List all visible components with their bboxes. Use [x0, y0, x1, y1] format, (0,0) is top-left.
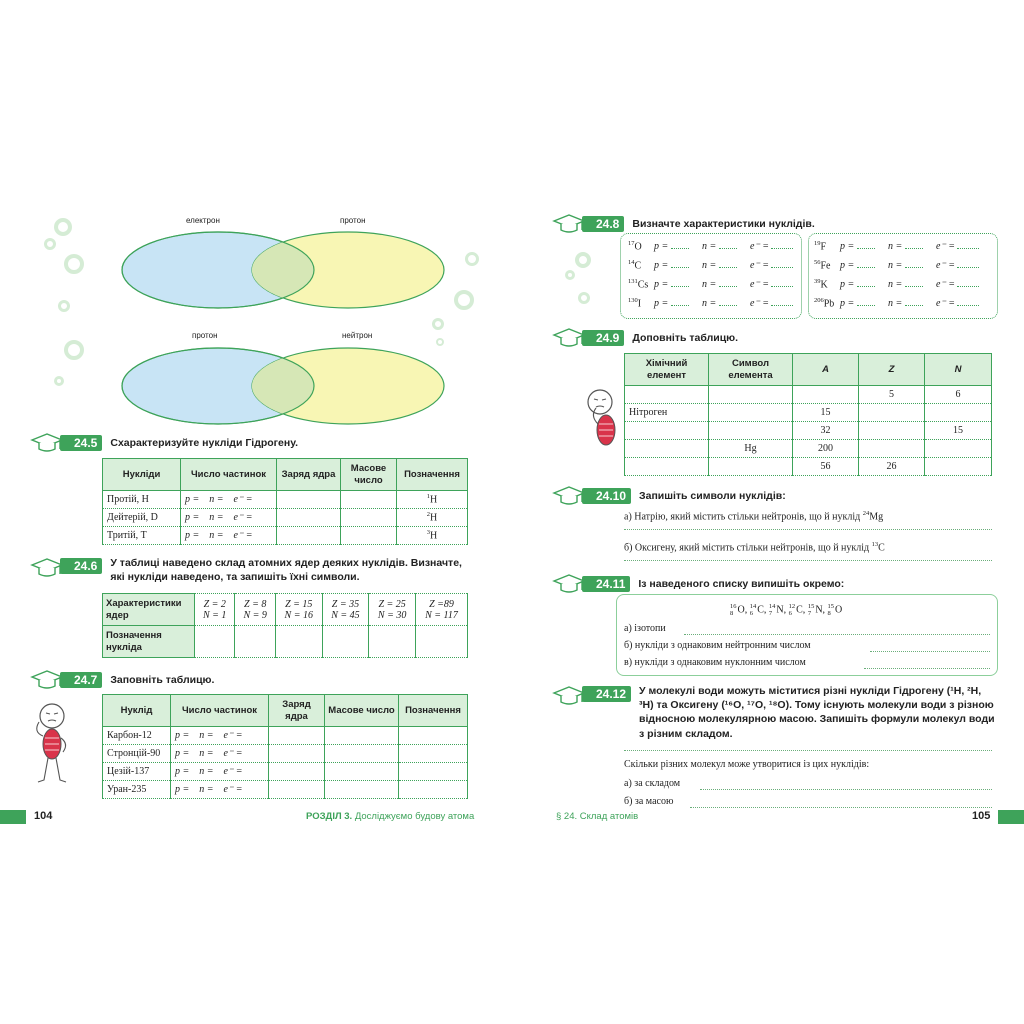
task-a: а) ізотопи [624, 623, 666, 634]
field-p: p = [654, 298, 702, 309]
venn-label-neutron: нейтрон [342, 331, 373, 340]
exercise-number: 24.8 [582, 216, 624, 232]
cell-symbol: $^2$H [397, 509, 468, 527]
nuclide-row [628, 278, 793, 290]
cell-symbol: $^1$H [397, 491, 468, 509]
cell-symbol[interactable] [399, 763, 468, 781]
field-n: n = [702, 279, 750, 290]
decor-circle [565, 270, 575, 280]
graduation-cap-icon [552, 212, 586, 236]
cell-composition: Z = 15 N = 16 [275, 594, 322, 626]
table-cell[interactable] [925, 404, 992, 422]
table-24-6 [102, 593, 468, 658]
footer-bar-right [998, 810, 1024, 824]
venn-label-proton: протон [340, 216, 366, 225]
cell-mass[interactable] [325, 781, 399, 799]
table-cell[interactable] [625, 422, 709, 440]
cell-nuclide: Тритій, T [103, 527, 181, 545]
table-row [103, 509, 468, 527]
cell-particles[interactable]: p = n = e⁻ = [171, 781, 269, 799]
field-p: p = [654, 260, 702, 271]
field-n: n = [888, 298, 936, 309]
cell-symbol[interactable] [399, 781, 468, 799]
field-e: e⁻ = [750, 241, 793, 252]
cell-composition: Z = 2 N = 1 [195, 594, 235, 626]
page-number-right: 105 [972, 810, 991, 822]
table-cell: 200 [793, 440, 859, 458]
nuclide-symbol: $^{130}$I [628, 297, 642, 310]
nuclide-row [814, 297, 979, 309]
field-n: n = [702, 241, 750, 252]
cell-charge[interactable] [277, 491, 341, 509]
task-a: а) Натрію, який містить стільки нейтронів, що й нуклід $^{24}$Mg [624, 510, 884, 523]
nuclide-row [814, 278, 979, 290]
cell-mass[interactable] [325, 727, 399, 745]
table-cell: 26 [859, 458, 925, 476]
venn-diagram-proton-neutron[interactable] [120, 344, 450, 428]
table-cell[interactable] [709, 404, 793, 422]
exercise-24-5-header [30, 431, 298, 455]
footer-bar-left [0, 810, 26, 824]
decor-circle [54, 376, 64, 386]
graduation-cap-icon [30, 431, 64, 455]
field-e: e⁻ = [936, 298, 979, 309]
table-cell[interactable] [859, 404, 925, 422]
col-header: Символ елемента [709, 354, 793, 386]
nuclide-symbol: $^{56}$Fe [814, 259, 831, 272]
table-row [103, 527, 468, 545]
row-header: Характеристики ядер [103, 594, 195, 626]
graduation-cap-icon [30, 556, 64, 580]
table-row [103, 626, 468, 658]
table-cell: Hg [709, 440, 793, 458]
col-header: Заряд ядра [269, 695, 325, 727]
cell-composition: Z = 8 N = 9 [235, 594, 275, 626]
table-row [625, 440, 992, 458]
thinking-character-icon [582, 386, 626, 466]
field-p: p = [840, 298, 888, 309]
cell-symbol: $^3$H [397, 527, 468, 545]
col-header: Нукліди [103, 459, 181, 491]
cell-mass[interactable] [341, 509, 397, 527]
cell-answer[interactable] [275, 626, 322, 658]
cell-symbol[interactable] [399, 727, 468, 745]
graduation-cap-icon [552, 684, 586, 708]
field-e: e⁻ = [936, 260, 979, 271]
venn-diagram-electron-proton[interactable] [120, 228, 450, 312]
task-a: а) за складом [624, 778, 681, 789]
field-p: p = [840, 279, 888, 290]
table-24-7 [102, 694, 468, 799]
decor-circle [432, 318, 444, 330]
cell-charge[interactable] [269, 727, 325, 745]
table-cell[interactable] [709, 386, 793, 404]
table-cell: Нітроген [625, 404, 709, 422]
nuclide-symbol: $^{17}$O [628, 240, 642, 253]
answer-line[interactable] [864, 668, 990, 669]
cell-charge[interactable] [277, 527, 341, 545]
cell-answer[interactable] [369, 626, 416, 658]
table-cell[interactable] [709, 422, 793, 440]
cell-charge[interactable] [277, 509, 341, 527]
table-row [625, 386, 992, 404]
table-row [625, 422, 992, 440]
exercise-title: Із наведеного списку випишіть окремо: [638, 577, 845, 590]
field-n: n = [702, 260, 750, 271]
nuclide-symbol: $^{39}$K [814, 278, 828, 291]
col-header: N [925, 354, 992, 386]
cell-particles[interactable]: p = n = e⁻ = [171, 727, 269, 745]
exercise-24-7-header [30, 668, 214, 692]
cell-composition: Z = 25 N = 30 [369, 594, 416, 626]
answer-line[interactable] [624, 560, 992, 561]
exercise-number: 24.10 [582, 488, 631, 504]
cell-mass[interactable] [325, 763, 399, 781]
decor-circle [58, 300, 70, 312]
page-number-left: 104 [34, 810, 53, 822]
table-cell[interactable] [793, 386, 859, 404]
exercise-number: 24.11 [582, 576, 630, 592]
col-header: Масове число [325, 695, 399, 727]
table-24-5 [102, 458, 468, 545]
table-row [625, 404, 992, 422]
table-cell[interactable] [859, 422, 925, 440]
cell-particles[interactable]: p = n = e⁻ = [181, 509, 277, 527]
cell-charge[interactable] [269, 763, 325, 781]
exercise-24-10-header [552, 484, 786, 508]
field-p: p = [654, 279, 702, 290]
table-cell[interactable] [625, 458, 709, 476]
col-header: Z [859, 354, 925, 386]
venn-label-proton-2: протон [192, 331, 218, 340]
table-cell[interactable] [925, 440, 992, 458]
table-row [103, 763, 468, 781]
cell-particles[interactable]: p = n = e⁻ = [181, 527, 277, 545]
task-b: б) Оксигену, який містить стільки нейтронів, що й нуклід $^{13}$C [624, 541, 885, 554]
table-cell: 56 [793, 458, 859, 476]
graduation-cap-icon [552, 326, 586, 350]
col-header: Масове число [341, 459, 397, 491]
row-header: Позначення нукліда [103, 626, 195, 658]
answer-line[interactable] [870, 651, 990, 652]
exercise-title: Визначте характеристики нуклідів. [632, 217, 815, 230]
decor-circle [44, 238, 56, 250]
table-cell[interactable] [625, 386, 709, 404]
graduation-cap-icon [30, 668, 64, 692]
table-cell: 15 [793, 404, 859, 422]
cell-nuclide: Дейтерій, D [103, 509, 181, 527]
decor-circle [54, 218, 72, 236]
cell-nuclide: Уран-235 [103, 781, 171, 799]
table-24-9 [624, 353, 992, 476]
thinking-character-icon [30, 700, 74, 786]
table-row [103, 745, 468, 763]
table-row [103, 594, 468, 626]
answer-line[interactable] [690, 807, 992, 808]
exercise-number: 24.6 [60, 558, 102, 574]
table-cell: 15 [925, 422, 992, 440]
table-row [103, 727, 468, 745]
cell-answer[interactable] [322, 626, 369, 658]
col-header: Позначення [399, 695, 468, 727]
col-header: Нуклід [103, 695, 171, 727]
field-p: p = [840, 241, 888, 252]
field-n: n = [888, 241, 936, 252]
exercise-title: У молекулі води можуть міститися різні нукліди Гідрогену (¹H, ²H, ³H) та Оксигену (¹⁶O, ¹⁷O, ¹⁸O). Тому існують молекули води з різною відносною молекулярною масою. Запишіть формули молекул води з різним складом. [639, 685, 995, 740]
table-cell[interactable] [625, 440, 709, 458]
cell-answer[interactable] [415, 626, 467, 658]
exercise-title: Схарактеризуйте нукліди Гідрогену. [110, 436, 299, 449]
decor-circle [454, 290, 474, 310]
cell-nuclide: Карбон-12 [103, 727, 171, 745]
decor-circle [64, 254, 84, 274]
exercise-title: Заповніть таблицю. [110, 673, 215, 686]
exercise-24-12-header [552, 684, 995, 741]
decor-circle [465, 252, 479, 266]
col-header: Заряд ядра [277, 459, 341, 491]
nuclide-symbol: $^{14}$C [628, 259, 642, 272]
col-header: Число частинок [181, 459, 277, 491]
cell-answer[interactable] [195, 626, 235, 658]
field-n: n = [888, 279, 936, 290]
nuclide-row [628, 259, 793, 271]
exercise-24-11-header [552, 572, 844, 596]
task-c: в) нукліди з однаковим нуклонним числом [624, 657, 806, 668]
col-header: Хімічний елемент [625, 354, 709, 386]
table-cell: 32 [793, 422, 859, 440]
nuclide-symbol: $^{19}$F [814, 240, 827, 253]
nuclide-row [814, 240, 979, 252]
answer-line[interactable] [624, 750, 992, 751]
cell-nuclide: Протій, H [103, 491, 181, 509]
graduation-cap-icon [552, 572, 586, 596]
exercise-24-9-header [552, 326, 738, 350]
exercise-number: 24.5 [60, 435, 102, 451]
exercise-title: Доповніть таблицю. [632, 331, 739, 344]
graduation-cap-icon [552, 484, 586, 508]
field-n: n = [702, 298, 750, 309]
nuclide-row [628, 297, 793, 309]
field-n: n = [888, 260, 936, 271]
nuclide-symbol: $^{131}$Cs [628, 278, 649, 291]
table-cell: 5 [859, 386, 925, 404]
exercise-number: 24.12 [582, 686, 631, 702]
field-p: p = [840, 260, 888, 271]
cell-particles[interactable]: p = n = e⁻ = [171, 745, 269, 763]
exercise-title: Запишіть символи нуклідів: [639, 489, 786, 502]
cell-particles[interactable]: p = n = e⁻ = [171, 763, 269, 781]
task-b: б) за масою [624, 796, 674, 807]
nuclide-row [814, 259, 979, 271]
table-row [103, 491, 468, 509]
table-cell: 6 [925, 386, 992, 404]
exercise-number: 24.7 [60, 672, 102, 688]
field-e: e⁻ = [750, 279, 793, 290]
cell-nuclide: Стронцій-90 [103, 745, 171, 763]
decor-circle [64, 340, 84, 360]
cell-mass[interactable] [341, 491, 397, 509]
field-e: e⁻ = [936, 279, 979, 290]
field-e: e⁻ = [750, 260, 793, 271]
field-p: p = [654, 241, 702, 252]
col-header: Число частинок [171, 695, 269, 727]
exercise-number: 24.9 [582, 330, 624, 346]
decor-circle [575, 252, 591, 268]
exercise-24-6-header [30, 556, 470, 584]
answer-line[interactable] [684, 634, 990, 635]
decor-circle [578, 292, 590, 304]
answer-line[interactable] [700, 789, 992, 790]
cell-mass[interactable] [341, 527, 397, 545]
exercise-title: У таблиці наведено склад атомних ядер деяких нуклідів. Визначте, які нукліди наведено, та запишіть їхні символи. [110, 557, 462, 584]
nuclide-list: 16 8 O, 14 6 C, 14 7 N, 12 6 C, 15 7 N, 15 8 O [730, 603, 843, 617]
table-row [625, 458, 992, 476]
cell-composition: Z = 35 N = 45 [322, 594, 369, 626]
col-header: Позначення [397, 459, 468, 491]
cell-mass[interactable] [325, 745, 399, 763]
answer-line[interactable] [624, 529, 992, 530]
nuclide-row [628, 240, 793, 252]
cell-particles[interactable]: p = n = e⁻ = [181, 491, 277, 509]
field-e: e⁻ = [936, 241, 979, 252]
table-cell[interactable] [859, 440, 925, 458]
field-e: e⁻ = [750, 298, 793, 309]
question: Скільки різних молекул може утворитися із цих нуклідів: [624, 759, 870, 770]
nuclide-symbol: $^{206}$Pb [814, 297, 835, 310]
cell-symbol[interactable] [399, 745, 468, 763]
section-title: § 24. Склад атомів [556, 811, 639, 822]
cell-charge[interactable] [269, 745, 325, 763]
cell-nuclide: Цезій-137 [103, 763, 171, 781]
table-cell[interactable] [709, 458, 793, 476]
venn-label-electron: електрон [186, 216, 220, 225]
table-row [103, 781, 468, 799]
col-header: A [793, 354, 859, 386]
table-cell[interactable] [925, 458, 992, 476]
cell-charge[interactable] [269, 781, 325, 799]
cell-answer[interactable] [235, 626, 275, 658]
task-b: б) нукліди з однаковим нейтронним числом [624, 640, 811, 651]
cell-composition: Z =89 N = 117 [415, 594, 467, 626]
chapter-title: РОЗДІЛ 3. Досліджуємо будову атома [306, 811, 475, 822]
